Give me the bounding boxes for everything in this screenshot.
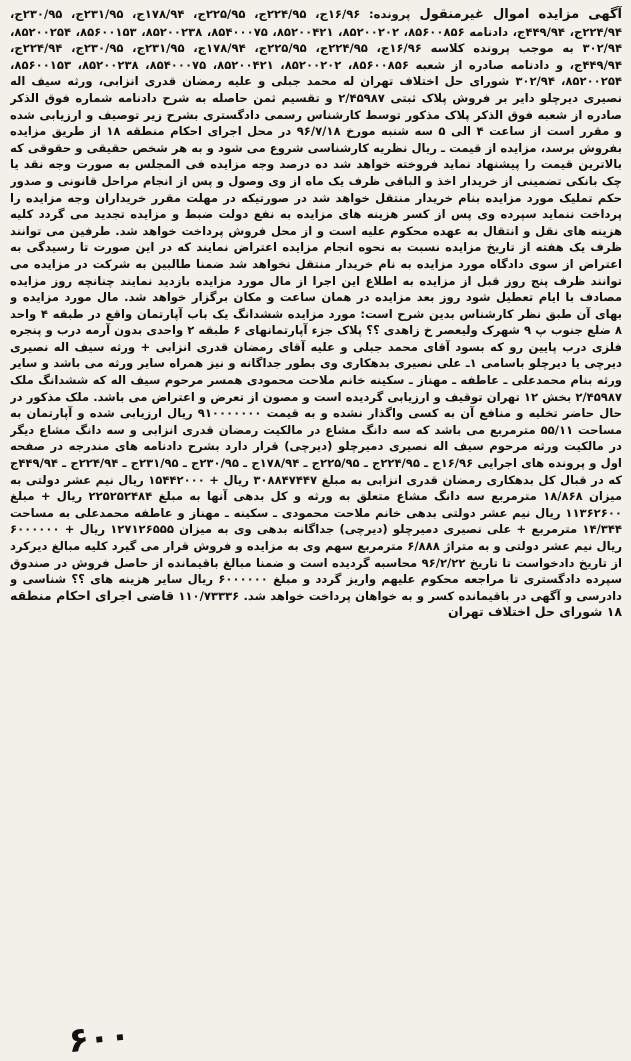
handwritten-mark: ۶۰۰ bbox=[66, 1014, 133, 1061]
notice-title: آگهی مزایده اموال غیرمنقول bbox=[410, 7, 622, 22]
notice-signature: قاضی اجرای احکام منطقه ۱۸ شورای حل اختلاف تهران bbox=[10, 587, 622, 620]
auction-notice bbox=[10, 6, 622, 1046]
notice-body: پرونده: ۱۶/۹۶ج، ۲۲۴/۹۵ج، ۲۲۵/۹۵ج، ۱۷۸/۹۴ج، ۲۳۱/۹۵ج، ۲۳۰/۹۵ج، ۲۲۴/۹۴ج، ۴۴۹/۹۴ج، دادنامه ۸۵۶۰۰۸۵۶، ۸۵۲۰۰۲۰۲، ۸۵۲۰۰۴۲۱، ۸۵۴۰۰۰۷۵، ۸۵۲۰۰۲۳۸، ۸۵۶۰۰۱۵۳، ۸۵۲۰۰۲۵۴، ۳۰۲/۹۴ به موجب پرونده کلاسه ۱۶/۹۶ج، ۲۲۴/۹۵ج، ۲۲۵/۹۵ج، ۱۷۸/۹۴ج، ۲۳۱/۹۵ج، ۲۳۰/۹۵ج، ۲۲۴/۹۴ج، ۴۴۹/۹۴ج، و دادنامه صادره از شعبه ۸۵۶۰۰۸۵۶، ۸۵۲۰۰۲۰۲، ۸۵۲۰۰۴۲۱، ۸۵۴۰۰۰۷۵، ۸۵۲۰۰۲۳۸، ۸۵۶۰۰۱۵۳، ۸۵۲۰۰۲۵۴، ۳۰۲/۹۴ شورای حل اختلاف تهران له محمد جبلی و علیه رمضان قدری انزابی، ورثه سیف اله نصیری دیرچلو دایر بر فروش پلاک ثبتی ۲/۴۵۹۸۷ و تقسیم ثمن حاصله به شرح دادنامه شماره فوق الذکر صادره از شعبه فوق الذکر پلاک مذکور توسط کارشناس رسمی دادگستری بشرح زیر توصیف و ارزیابی شده و مقرر است از ساعت ۴ الی ۵ سه شنبه مورخ ۹۶/۷/۱۸ در محل اجرای احکام منطقه ۱۸ از طریق مزایده بفروش برسد، مزایده از قیمت ـ ریال نظریه کارشناسی شروع می شود و به هر شخص حقیقی و حقوقی که بالاترین قیمت را پیشنهاد نماید فروخته خواهد شد ده درصد وجه مزایده فی المجلس به صورت وجه نقد یا چک بانکی تضمینی از خریدار اخذ و الباقی ظرف یک ماه از وی وصول و پس از انجام مراحل قانونی و صدور حکم تملیک مورد مزایده بنام خریدار منتقل خواهد شد در صورتیکه در مهلت مقرر خریداران وجه مزایده را پرداخت ننماید سپرده وی پس از کسر هزینه های مزایده به نفع دولت ضبط و مزایده تجدید می گردد کلیه هزینه های نقل و انتقال به عهده محکوم علیه است و از محل فروش پرداخت خواهد شد. طرفین می توانند ظرف یک هفته از تاریخ مزایده نسبت به نحوه انجام مزایده اعتراض نمایند که در این صورت تا رسیدگی به اعتراض از سوی دادگاه مورد مزایده به نام خریدار منتقل نخواهد شد ضمنا طالبین به شرکت در مزایده می توانند ظرف پنج روز قبل از مزایده به اطلاع این اجرا از مال مورد مزایده بازدید نمایند چنانچه روز مزایده مصادف با ایام تعطیل شود روز بعد مزایده در همان ساعت و مکان برگزار خواهد شد. مال مورد مزایده و بهای آن طبق نظر کارشناس بدین شرح است: مورد مزایده ششدانگ یک باب آپارتمان واقع در طبقه ۴ واحد ۸ ضلع جنوب پ ۹ شهرک ولیعصر خ زاهدی ؟؟ پلاک جزء آپارتمانهای ۶ طبقه ۲ واحدی بدون آرمه درب و پنجره فلزی درب پایین رو که بسود آقای محمد جبلی و علیه آقای رمضان قدری انزابی + ورثه سیف اله نصیری دیرچی یا دیرچلو باسامی ۱ـ علی نصیری بدهکاری وی بطور جداگانه و نیز همراه سایر ورثه می باشد و سایر ورثه بنام محمدعلی ـ عاطفه ـ مهناز ـ سکینه خانم ملاحت محمودی همسر مرحوم سیف اله که ششدانگ ملک ۲/۴۵۹۸۷ بخش ۱۲ تهران توقیف و ارزیابی گردیده است و مصون از تعرض و اعتراض می باشد. ملک مذکور در حال حاضر تخلیه و منافع آن به کسی واگذار نشده و به قیمت ۹۱۰۰۰۰۰۰۰ ریال ارزیابی شده و آپارتمان به مساحت ۵۵/۱۱ مترمربع می باشد که سه دانگ مشاع در مالکیت رمضان قدری انزابی و سه دانگ مشاع دیگر در مالکیت ورثه مرحوم سیف اله نصیری دمیرچلو (دیرچی) قرار دارد بشرح دادنامه های مندرجه در صفحه اول و پرونده های اجرایی ۱۶/۹۶ج ـ ۲۲۴/۹۵ج ـ ۲۲۵/۹۵ج ـ ۱۷۸/۹۴ج ـ ۲۳۰/۹۵ج ـ ۲۳۱/۹۵ج ـ ۲۲۴/۹۴ج ـ ۴۴۹/۹۴ج که در قبال کل بدهکاری رمضان قدری انزابی به مبلغ ۳۰۸۸۴۷۴۴۷ ریال + ۱۵۴۴۲۰۰۰ ریال نیم عشر دولتی به میزان ۱۸/۸۶۸ مترمربع سه دانگ مشاع متعلق به ورثه و کل بدهی آنها به مبلغ ۲۲۵۲۵۲۴۸۴ ریال + مبلغ ۱۱۳۶۲۶۰۰ ریال نیم عشر دولتی بدهی خانم ملاحت محمودی ـ سکینه ـ مهناز و عاطفه محمدعلی به مساحت ۱۴/۳۴۴ مترمربع + علی نصیری دمیرچلو (دیرچی) جداگانه بدهی وی به میزان ۱۲۷۱۲۶۵۵۵ ریال + ۶۰۰۰۰۰۰ ریال نیم عشر دولتی و به متراژ ۶/۸۸۸ مترمربع سهم وی به مزایده و فروش قرار می گیرد کلیه مبالغ دیرکرد از تاریخ دادخواست تا تاریخ ۹۶/۲/۲۲ محاسبه گردیده است و ضمنا مبالغ باقیمانده از حاصل فروش در صندوق سپرده دادگستری تا مراجعه محکوم علیهم واریز گردد و مبلغ ۶۰۰۰۰۰۰ ریال سایر هزینه های ؟؟ شناسی و دادرسی و آگهی در باقیمانده کسر و به خواهان پرداخت خواهد شد. ۱۱۰/۷۳۳۳۶ bbox=[10, 7, 622, 603]
